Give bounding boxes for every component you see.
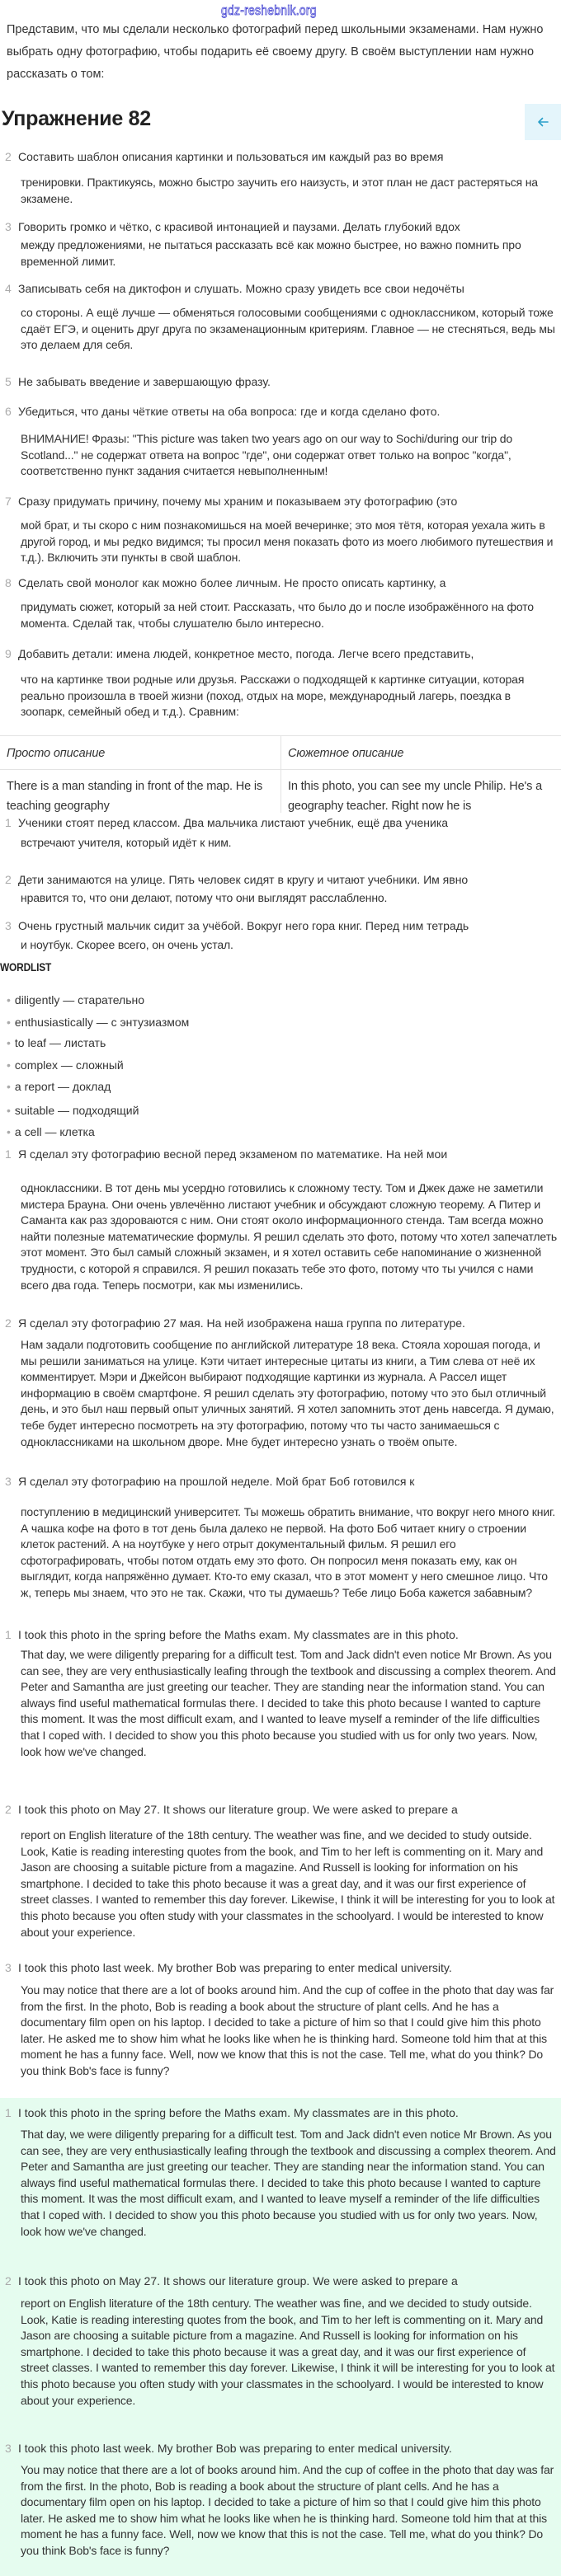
item-continuation: между предложениями, не пытаться рассказать всё как можно быстрее, но важно помнить про временной лимит. bbox=[21, 238, 521, 268]
item-number: 3 bbox=[5, 1475, 12, 1488]
item-continuation: That day, we were diligently preparing for a difficult test. Tom and Jack didn't even notice Mr Brown. As you can see, they are very enthusiastically leafing through the textbook and discussing a complex theorem. And Peter and Samantha are just greeting our teacher. They are standing near the information stand. You can always find useful mathematical formulas there. I decided to take this photo because I wanted to capture this moment. It was the most difficult exam, and I wanted to leave myself a reminder of the life difficulties that I coped with. I decided to show you this photo because you studied with us for only two years. Now, look how we've changed. bbox=[21, 1648, 556, 1758]
item-text: I took this photo last week. My brother Bob was preparing to enter medical university. bbox=[18, 2442, 452, 2455]
item-continuation: You may notice that there are a lot of books around him. And the cup of coffee in the photo that day was far from the first. In the photo, Bob is reading a book about the structure of plant cells. And he has a documentary film open on his laptop. I decided to take a picture of him so that I could give him this photo later. He asked me to show him what he looks like when he is thinking hard. Someone told him that at this moment he has a funny face. Well, now we know that this is not the case. Tell me, what do you think? Do you think Bob's face is funny? bbox=[21, 2463, 554, 2557]
comparison-table bbox=[0, 735, 561, 813]
page-title: Упражнение 82 bbox=[2, 107, 151, 130]
item-number: 4 bbox=[5, 282, 12, 295]
item-number: 6 bbox=[5, 405, 12, 418]
item-continuation: ВНИМАНИЕ! Фразы: "This picture was taken two years ago on our way to Sochi/during our trip do Scotland..." не содержат ответа на вопрос "где", они содержат ответ только на вопрос "когда", соответственно пункт задания считается невыполненным! bbox=[21, 432, 513, 478]
wordlist-text: enthusiastically — с энтузиазмом bbox=[14, 1016, 190, 1029]
item-continuation: мой брат, и ты скоро с ним познакомишься на моей вечеринке; это моя тётя, которая уехала жить в другой город, и мы редко видимся; ты просил меня показать фото из моего любимого путешествия и т.д.). Включить эти пункты в свой шаблон. bbox=[21, 518, 554, 565]
wordlist-text: to leaf — листать bbox=[14, 1036, 106, 1049]
item-text: I took this photo on May 27. It shows our literature group. We were asked to prepare a bbox=[18, 1803, 458, 1816]
list-item bbox=[0, 2273, 557, 2289]
table-cell: There is a man standing in front of the map. He is teaching geography bbox=[7, 780, 263, 813]
item-number: 1 bbox=[5, 1628, 12, 1641]
item-number: 1 bbox=[5, 816, 12, 829]
list-item bbox=[0, 493, 557, 509]
item-text: I took this photo in the spring before the Maths exam. My classmates are in this photo. bbox=[18, 1628, 459, 1641]
bullet-icon: • bbox=[7, 1104, 11, 1117]
item-number: 1 bbox=[5, 2106, 12, 2119]
item-text: Записывать себя на диктофон и слушать. Можно сразу увидеть все свои недочёты bbox=[18, 282, 464, 295]
wordlist-item bbox=[7, 1035, 106, 1051]
item-text: I took this photo in the spring before the Maths exam. My classmates are in this photo. bbox=[18, 2106, 459, 2119]
bullet-icon: • bbox=[7, 1125, 11, 1138]
item-continuation: You may notice that there are a lot of books around him. And the cup of coffee in the photo that day was far from the first. In the photo, Bob is reading a book about the structure of plant cells. And he has a documentary film open on his laptop. I decided to take a picture of him so that I could give him this photo later. He asked me to show him what he looks like when he is thinking hard. Someone told him that at this moment he has a funny face. Well, now we know that this is not the case. Tell me, what do you think? Do you think Bob's face is funny? bbox=[21, 1983, 554, 2077]
intro-text: Представим, что мы сделали несколько фотографий перед школьными экзаменами. Нам нужно выбрать одну фотографию, чтобы подарить её своему другу. В своём выступлении нам нужно рассказать о том: bbox=[7, 23, 544, 81]
item-continuation: со стороны. А ещё лучше — обменяться голосовыми сообщениями с одноклассником, который тоже сдаёт ЕГЭ, и оценить друг друга по экзаменационным критериям. Главное — не стесняться, ведь мы это делаем для себя. bbox=[21, 306, 555, 352]
bullet-icon: • bbox=[7, 1058, 11, 1072]
list-item bbox=[0, 2440, 557, 2456]
wordlist-item bbox=[7, 1102, 139, 1119]
item-continuation: встречают учителя, который идёт к ним. bbox=[21, 836, 232, 849]
item-number: 2 bbox=[5, 1316, 12, 1330]
watermark-logo: gdz-reshebnik.org bbox=[221, 2, 317, 18]
item-number: 2 bbox=[5, 2274, 12, 2287]
item-text: Ученики стоят перед классом. Два мальчика листают учебник, ещё два ученика bbox=[18, 816, 449, 829]
item-text: I took this photo last week. My brother Bob was preparing to enter medical university. bbox=[18, 1961, 452, 1974]
list-item bbox=[0, 403, 557, 420]
bullet-icon: • bbox=[7, 1016, 11, 1029]
table-row bbox=[0, 770, 561, 813]
item-number: 1 bbox=[5, 1147, 12, 1161]
item-text: Не забывать введение и завершающую фразу. bbox=[18, 375, 271, 388]
item-text: Дети занимаются на улице. Пять человек сидят в кругу и читают учебники. Им явно bbox=[18, 873, 469, 886]
wordlist-item bbox=[7, 1014, 189, 1030]
item-continuation: report on English literature of the 18th century. The weather was fine, and we decided to study outside. Look, Katie is reading interesting quotes from the book, and Tim to her left is commenting on it. Mary and Jason are choosing a suitable picture from a magazine. And Russell is looking for information on his smartphone. I decided to take this photo because it was a great day, and it was our first experience of street classes. I wanted to remember this day forever. Likewise, I think it will be interesting for you to look at this photo because you often study with your classmates in the schoolyard. I would be interested to know about your experience. bbox=[21, 1828, 555, 1939]
item-text: Убедиться, что даны чёткие ответы на оба вопроса: где и когда сделано фото. bbox=[18, 405, 441, 418]
item-text: Добавить детали: имена людей, конкретное место, погода. Легче всего представить, bbox=[18, 647, 474, 660]
item-number: 3 bbox=[5, 1961, 12, 1974]
item-continuation: report on English literature of the 18th century. The weather was fine, and we decided to study outside. Look, Katie is reading interesting quotes from the book, and Tim to her left is commenting on it. Mary and Jason are choosing a suitable picture from a magazine. And Russell is looking for information on his smartphone. I decided to take this photo because it was a great day, and it was our first experience of street classes. I wanted to remember this day forever. Likewise, I think it will be interesting for you to look at this photo because you often study with your classmates in the schoolyard. I would be interested to know about your experience. bbox=[21, 2297, 555, 2407]
item-number: 5 bbox=[5, 375, 12, 388]
table-cell: In this photo, you can see my uncle Philip. He's a geography teacher. Right now he is bbox=[280, 770, 561, 813]
item-continuation: Нам задали подготовить сообщение по английской литературе 18 века. Стояла хорошая погода, и мы решили заниматься на улице. Кэти читает интересные цитаты из книги, а Тим слева от неё их комментирует. Мэри и Джейсон выбирают подходящие картинки из журнала. А Рассел ищет информацию в своём смартфоне. Я решил сделать эту фотографию, потому что это был отличный день, и это был наш первый опыт уличных занятий. Я хотел запомнить этот день навсегда. Я думаю, тебе будет интересно посмотреть на эту фотографию, потому что ты часто занимаешься с одноклассниками на школьном дворе. Мне будет интересно узнать о твоём опыте. bbox=[21, 1338, 554, 1448]
list-item bbox=[0, 1801, 557, 1818]
table-header-cell: Сюжетное описание bbox=[280, 736, 561, 769]
item-text: Я сделал эту фотографию весной перед экзаменом по математике. На ней мои bbox=[18, 1147, 448, 1161]
wordlist-text: diligently — старательно bbox=[14, 993, 145, 1006]
list-item bbox=[0, 1146, 557, 1162]
wordlist-item bbox=[7, 992, 144, 1008]
item-number: 8 bbox=[5, 576, 12, 589]
list-item bbox=[0, 1626, 557, 1643]
bullet-icon: • bbox=[7, 1080, 11, 1093]
list-item bbox=[0, 1959, 557, 1976]
list-item bbox=[0, 373, 557, 390]
item-number: 3 bbox=[5, 919, 12, 932]
item-text: Сразу придумать причину, почему мы храним и показываем эту фотографию (это bbox=[18, 495, 458, 508]
wordlist-item bbox=[7, 1124, 95, 1140]
item-number: 3 bbox=[5, 220, 12, 233]
item-number: 3 bbox=[5, 2442, 12, 2455]
item-number: 2 bbox=[5, 873, 12, 886]
item-text: Очень грустный мальчик сидит за учёбой. Вокруг него гора книг. Перед ним тетрадь bbox=[18, 919, 469, 932]
list-item bbox=[0, 1473, 557, 1490]
list-item bbox=[0, 645, 557, 662]
list-item bbox=[0, 280, 557, 297]
item-continuation: тренировки. Практикуясь, можно быстро заучить его наизусть, и этот план не даст растеряться на экзамене. bbox=[21, 176, 538, 205]
arrow-left-icon bbox=[536, 115, 549, 129]
item-text: Составить шаблон описания картинки и пользоваться им каждый раз во время bbox=[18, 150, 444, 163]
wordlist-item bbox=[7, 1057, 124, 1073]
wordlist-text: a cell — клетка bbox=[14, 1125, 95, 1138]
table-header-cell: Просто описание bbox=[7, 747, 106, 760]
wordlist-text: a report — доклад bbox=[14, 1080, 111, 1093]
item-continuation: поступлению в медицинский университет. Ты можешь обратить внимание, что вокруг него много книг. А чашка кофе на фото в тот день была далеко не первой. На фото Боб читает книгу о строении клеток растений. А на ноутбуке у него отрыт документальный фильм. Я решил его сфотографировать, чтобы потом отдать ему это фото. Он попросил меня показать ему, как он выглядит, когда напряжённо думает. Кто-то ему сказал, что в этот момент у него смешное лицо. Что ж, теперь мы знаем, что это не так. Скажи, что ты думаешь? Тебе лицо Боба кажется забавным? bbox=[21, 1505, 555, 1599]
item-text: Я сделал эту фотографию 27 мая. На ней изображена наша группа по литературе. bbox=[18, 1316, 465, 1330]
item-text: Я сделал эту фотографию на прошлой неделе. Мой брат Боб готовился к bbox=[18, 1475, 415, 1488]
list-item bbox=[0, 148, 557, 165]
list-item bbox=[0, 218, 557, 235]
item-continuation: That day, we were diligently preparing for a difficult test. Tom and Jack didn't even notice Mr Brown. As you can see, they are very enthusiastically leafing through the textbook and discussing a complex theorem. And Peter and Samantha are just greeting our teacher. They are standing near the information stand. You can always find useful mathematical formulas there. I decided to take this photo because I wanted to capture this moment. It was the most difficult exam, and I wanted to leave myself a reminder of the life difficulties that I coped with. I decided to show you this photo because you studied with us for only two years. Now, look how we've changed. bbox=[21, 2128, 556, 2238]
item-number: 7 bbox=[5, 495, 12, 508]
item-number: 2 bbox=[5, 1803, 12, 1816]
wordlist-item bbox=[7, 1078, 111, 1095]
list-item bbox=[0, 871, 557, 888]
bullet-icon: • bbox=[7, 1036, 11, 1049]
list-item bbox=[0, 2104, 557, 2121]
item-continuation: одноклассники. В тот день мы усердно готовились к сложному тесту. Том и Джек даже не заметили мистера Брауна. Они очень увлечённо листают учебник и обсуждают сложную теорему. А Питер и Саманта как раз здороваются с ним. Они стоят около информационного стенда. Там всегда можно найти полезные математические формулы. Я решил сделать это фото, потому что хотел запечатлеть этот момент. Это был самый сложный экзамен, и я хотел оставить себе напоминание о жизненной трудности, с которой я справился. Я решил показать тебе это фото, потому что ты учился с нами всего два года. Теперь посмотри, как мы изменились. bbox=[21, 1181, 557, 1292]
list-item bbox=[0, 575, 557, 591]
item-continuation: что на картинке твои родные или друзья. Расскажи о подходящей к картинке ситуации, которая реально произошла в твоей жизни (поход, отдых на море, международный лагерь, поездка в зоопарк, семейный обед и т.д.). Сравним: bbox=[21, 673, 525, 719]
list-item bbox=[0, 1315, 557, 1331]
list-item bbox=[0, 917, 557, 934]
list-item bbox=[0, 814, 557, 831]
item-text: I took this photo on May 27. It shows our literature group. We were asked to prepare a bbox=[18, 2274, 458, 2287]
bullet-icon: • bbox=[7, 993, 11, 1006]
table-header-row bbox=[0, 736, 561, 770]
item-continuation: придумать сюжет, который за ней стоит. Рассказать, что было до и после изображённого на фото момента. Сделай так, чтобы слушателю было интересно. bbox=[21, 600, 534, 630]
item-text: Говорить громко и чётко, с красивой интонацией и паузами. Делать глубокий вдох bbox=[18, 220, 460, 233]
item-continuation: нравится то, что они делают, потому что они выглядят расслабленно. bbox=[21, 891, 388, 904]
wordlist-text: complex — сложный bbox=[14, 1058, 124, 1072]
item-number: 9 bbox=[5, 647, 12, 660]
wordlist-text: suitable — подходящий bbox=[14, 1104, 139, 1117]
item-text: Сделать свой монолог как можно более личным. Не просто описать картинку, а bbox=[18, 576, 446, 589]
item-continuation: и ноутбук. Скорее всего, он очень устал. bbox=[21, 938, 233, 951]
wordlist-title: WORDLIST bbox=[0, 960, 52, 974]
back-button[interactable] bbox=[525, 104, 561, 140]
item-number: 2 bbox=[5, 150, 12, 163]
